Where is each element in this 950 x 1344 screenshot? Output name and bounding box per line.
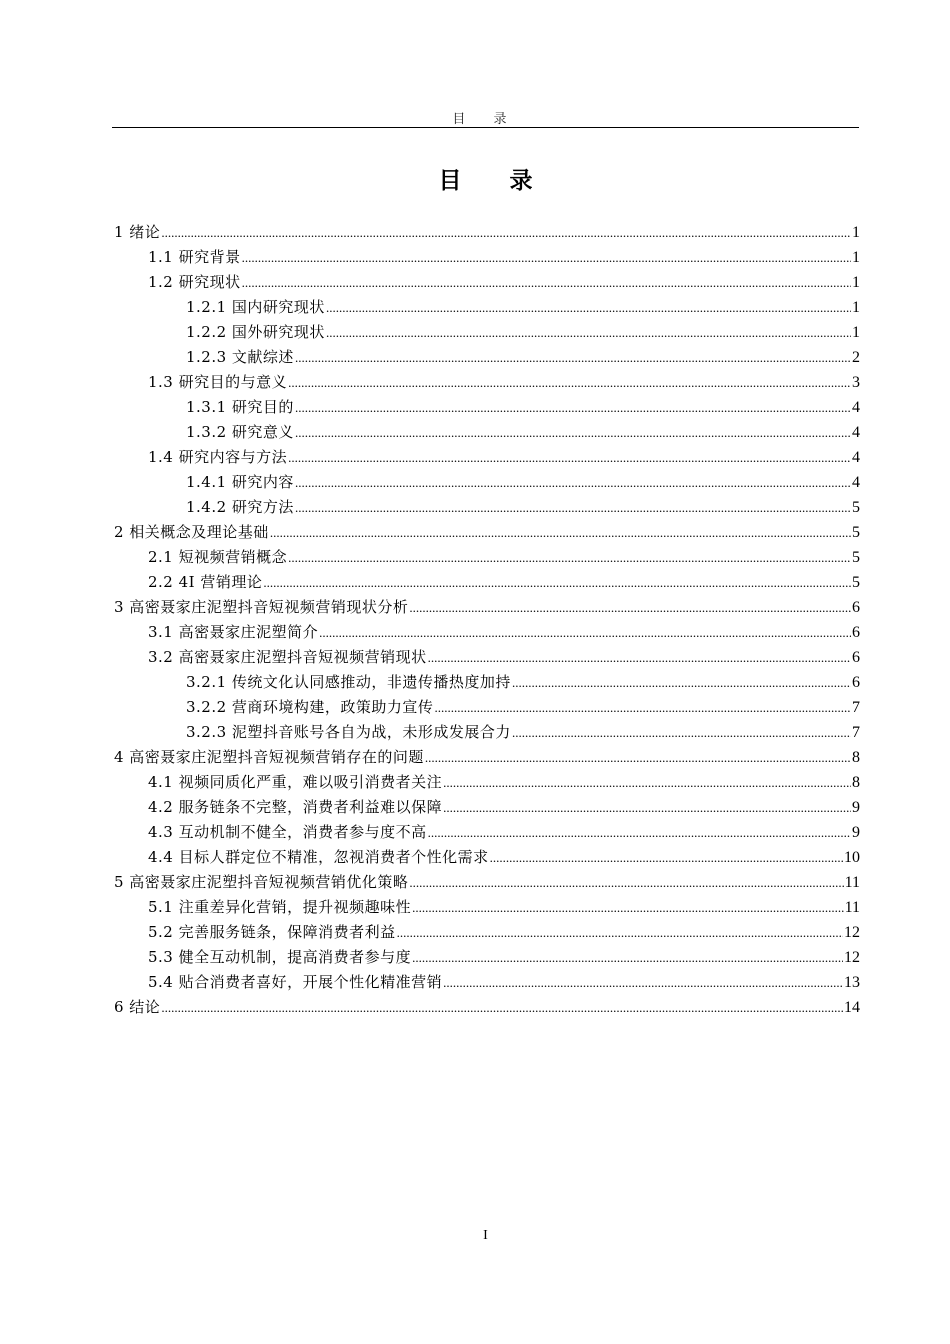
toc-entry-page: 6 (852, 624, 860, 641)
page-number: I (483, 1228, 488, 1243)
toc-entry[interactable] (114, 420, 860, 445)
toc-entry-page: 4 (852, 474, 860, 491)
toc-entry-label: 2 相关概念及理论基础 (114, 523, 269, 541)
toc-entry-page: 1 (852, 274, 860, 291)
toc-entry[interactable] (114, 270, 860, 295)
dot-leader (288, 370, 851, 395)
toc-entry[interactable] (114, 645, 860, 670)
toc-entry-label: 1.2 研究现状 (148, 273, 241, 291)
toc-entry[interactable] (114, 820, 860, 845)
dot-leader (443, 770, 851, 795)
toc-entry[interactable] (114, 745, 860, 770)
dot-leader (428, 645, 851, 670)
toc-entry-label: 2.1 短视频营销概念 (148, 548, 288, 566)
toc-entry-page: 8 (852, 749, 860, 766)
toc-entry-label: 5.4 贴合消费者喜好，开展个性化精准营销 (148, 973, 443, 991)
toc-entry-page: 10 (844, 849, 860, 866)
toc-entry-label: 3.2.2 营商环境构建，政策助力宣传 (186, 698, 434, 716)
toc-entry[interactable] (114, 245, 860, 270)
toc-entry-page: 2 (852, 349, 860, 366)
toc-entry-page: 4 (852, 449, 860, 466)
toc-entry[interactable] (114, 995, 860, 1020)
toc-entry-label: 4.1 视频同质化严重，难以吸引消费者关注 (148, 773, 443, 791)
toc-entry-page: 6 (852, 649, 860, 666)
toc-entry-page: 4 (852, 424, 860, 441)
toc-entry-label: 5.3 健全互动机制，提高消费者参与度 (148, 948, 412, 966)
dot-leader (443, 970, 843, 995)
toc-entry-label: 3.2.3 泥塑抖音账号各自为战，未形成发展合力 (186, 723, 511, 741)
toc-entry-page: 9 (852, 799, 860, 816)
toc-entry-label: 4.3 互动机制不健全，消费者参与度不高 (148, 823, 427, 841)
toc-entry-label: 1.4 研究内容与方法 (148, 448, 288, 466)
toc-entry[interactable] (114, 295, 860, 320)
toc-entry-page: 5 (852, 524, 860, 541)
dot-leader (161, 220, 851, 245)
toc-entry[interactable] (114, 520, 860, 545)
toc-entry-label: 6 结论 (114, 998, 161, 1016)
toc-entry-page: 1 (852, 249, 860, 266)
toc-entry[interactable] (114, 895, 860, 920)
toc-entry[interactable] (114, 320, 860, 345)
toc-entry-page: 4 (852, 399, 860, 416)
toc-entry-page: 8 (852, 774, 860, 791)
toc-entry-page: 6 (852, 599, 860, 616)
toc-entry-label: 5.1 注重差异化营销，提升视频趣味性 (148, 898, 412, 916)
header-divider (112, 127, 859, 128)
toc-entry[interactable] (114, 595, 860, 620)
toc-entry-label: 1.4.1 研究内容 (186, 473, 294, 491)
toc-entry-label: 1.2.3 文献综述 (186, 348, 294, 366)
toc-entry-page: 14 (844, 999, 860, 1016)
dot-leader (295, 495, 851, 520)
toc-entry[interactable] (114, 720, 860, 745)
dot-leader (161, 995, 843, 1020)
dot-leader (490, 845, 843, 870)
dot-leader (295, 470, 851, 495)
dot-leader (434, 695, 851, 720)
toc-entry-label: 4.4 目标人群定位不精准，忽视消费者个性化需求 (148, 848, 489, 866)
dot-leader (295, 395, 851, 420)
dot-leader (270, 520, 851, 545)
toc-entry-page: 7 (852, 724, 860, 741)
toc-entry[interactable] (114, 945, 860, 970)
toc-entry-page: 13 (844, 974, 860, 991)
dot-leader (443, 795, 851, 820)
dot-leader (288, 445, 851, 470)
toc-entry-page: 12 (844, 924, 860, 941)
toc-entry-label: 1.1 研究背景 (148, 248, 241, 266)
toc-entry[interactable] (114, 395, 860, 420)
dot-leader (288, 545, 851, 570)
dot-leader (242, 270, 851, 295)
toc-entry-page: 7 (852, 699, 860, 716)
dot-leader (263, 570, 851, 595)
dot-leader (412, 945, 843, 970)
toc-entry-label: 1.2.2 国外研究现状 (186, 323, 325, 341)
dot-leader (326, 320, 851, 345)
dot-leader (295, 420, 851, 445)
toc-entry-page: 9 (852, 824, 860, 841)
dot-leader (319, 620, 851, 645)
toc-entry-label: 1.2.1 国内研究现状 (186, 298, 325, 316)
dot-leader (512, 720, 851, 745)
dot-leader (428, 820, 851, 845)
toc-entry[interactable] (114, 970, 860, 995)
toc-entry-page: 1 (852, 299, 860, 316)
toc-entry[interactable] (114, 495, 860, 520)
toc-entry[interactable] (114, 570, 860, 595)
toc-entry-label: 3.2.1 传统文化认同感推动，非遗传播热度加持 (186, 673, 511, 691)
toc-entry-label: 3.2 高密聂家庄泥塑抖音短视频营销现状 (148, 648, 427, 666)
toc-entry-page: 1 (852, 224, 860, 241)
table-of-contents (114, 220, 860, 1020)
toc-entry-label: 5.2 完善服务链条，保障消费者利益 (148, 923, 396, 941)
toc-entry[interactable] (114, 795, 860, 820)
dot-leader (295, 345, 851, 370)
toc-entry-label: 1.3.1 研究目的 (186, 398, 294, 416)
toc-entry[interactable] (114, 370, 860, 395)
toc-entry-page: 11 (844, 874, 860, 891)
dot-leader (412, 895, 843, 920)
toc-entry[interactable] (114, 220, 860, 245)
toc-entry[interactable] (114, 695, 860, 720)
page-title: 目 录 (438, 168, 553, 194)
toc-entry-page: 5 (852, 574, 860, 591)
running-header: 目 录 (452, 112, 519, 127)
toc-entry-label: 3.1 高密聂家庄泥塑简介 (148, 623, 319, 641)
dot-leader (425, 745, 851, 770)
toc-entry-label: 4 高密聂家庄泥塑抖音短视频营销存在的问题 (114, 748, 424, 766)
toc-entry-label: 1 绪论 (114, 223, 161, 241)
toc-entry-label: 5 高密聂家庄泥塑抖音短视频营销优化策略 (114, 873, 409, 891)
toc-entry[interactable] (114, 845, 860, 870)
toc-entry-page: 5 (852, 499, 860, 516)
toc-entry-label: 1.3.2 研究意义 (186, 423, 294, 441)
toc-entry[interactable] (114, 545, 860, 570)
toc-entry[interactable] (114, 920, 860, 945)
toc-entry[interactable] (114, 670, 860, 695)
toc-entry-label: 2.2 4I 营销理论 (148, 573, 263, 591)
toc-entry-label: 1.3 研究目的与意义 (148, 373, 288, 391)
dot-leader (242, 245, 851, 270)
toc-entry-page: 5 (852, 549, 860, 566)
toc-entry[interactable] (114, 870, 860, 895)
toc-entry-label: 1.4.2 研究方法 (186, 498, 294, 516)
toc-entry-label: 3 高密聂家庄泥塑抖音短视频营销现状分析 (114, 598, 409, 616)
toc-entry-page: 1 (852, 324, 860, 341)
toc-entry[interactable] (114, 345, 860, 370)
toc-entry[interactable] (114, 620, 860, 645)
dot-leader (397, 920, 843, 945)
toc-entry[interactable] (114, 770, 860, 795)
toc-entry-page: 6 (852, 674, 860, 691)
dot-leader (409, 870, 843, 895)
toc-entry[interactable] (114, 445, 860, 470)
dot-leader (326, 295, 851, 320)
dot-leader (512, 670, 851, 695)
dot-leader (409, 595, 851, 620)
toc-entry-page: 3 (852, 374, 860, 391)
toc-entry-page: 11 (844, 899, 860, 916)
toc-entry-page: 12 (844, 949, 860, 966)
toc-entry-label: 4.2 服务链条不完整，消费者利益难以保障 (148, 798, 443, 816)
toc-entry[interactable] (114, 470, 860, 495)
